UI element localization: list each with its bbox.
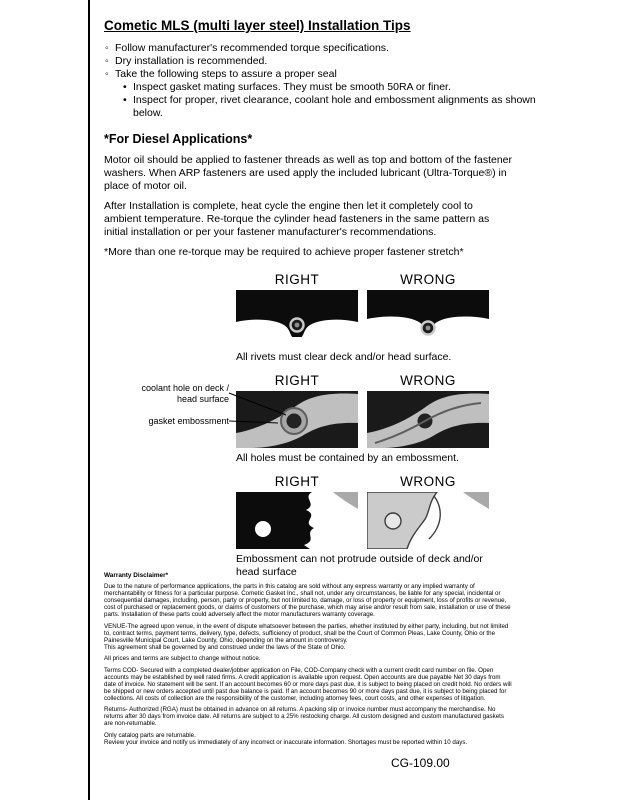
tip-item: ◦ Dry installation is recommended.	[104, 55, 548, 68]
diesel-paragraph: After Installation is complete, heat cycle the engine then let it completely cool to ambient temperature. Re-torque the cylinder head fasteners in the same pattern as initial installation or per your fastener manufacturer's recommendations.	[104, 200, 490, 238]
diagram-caption: Embossment can not protrude outside of deck and/or head surface	[236, 553, 483, 578]
legal-section	[104, 572, 514, 750]
tip-item: ◦ Follow manufacturer's recommended torque specifications.	[104, 42, 548, 55]
warranty-disclaimer-heading: Warranty Disclaimer*	[104, 572, 169, 579]
wrong-label: WRONG	[400, 272, 456, 287]
right-label: RIGHT	[274, 474, 320, 489]
legal-paragraph: Terms COD- Secured with a completed dealer/jobber application on File, COD-Company check with a current credit card number on file. Open accounts may be established by well rated firms. A credit application is available upon request. Open accounts are due payable Net 30 days from date of invoice. No statement will be sent. If an account becomes 60 or more days past due, it is subject to being placed on credit hold. No orders will be shipped or new orders accepted until past due balance is paid. If an account becomes 90 or more days past due, it is subject to being placed for collections. All costs of collection are the responsibility of the customer, including attorney fees, court costs, and other expenses of litigation.	[104, 666, 512, 702]
diagram-labels	[236, 474, 489, 490]
diagram-row-embossment	[236, 474, 496, 579]
right-label: RIGHT	[274, 272, 320, 287]
legal-paragraph: Review your invoice and notify us immediately of any incorrect or inaccurate information. Shortages must be reported within 10 days.	[104, 738, 468, 746]
page-content	[104, 18, 548, 588]
retorque-note: *More than one re-torque may be required to achieve proper fastener stretch*	[104, 246, 464, 258]
diagram-row-holes	[141, 373, 496, 465]
diagram-panels	[236, 290, 489, 347]
tip-subitem: • Inspect for proper, rivet clearance, coolant hole and embossment alignments as shown below.	[123, 94, 548, 120]
embossment-right-diagram	[236, 492, 358, 549]
tips-list	[104, 42, 548, 120]
diagram-caption: All rivets must clear deck and/or head surface.	[236, 351, 452, 363]
diagram-section	[141, 272, 496, 579]
tip-item: ◦ Take the following steps to assure a proper seal	[104, 68, 548, 81]
legal-paragraph: This agreement shall be governed by and construed under the laws of the State of Ohio.	[104, 643, 346, 651]
page-left-border	[88, 0, 90, 800]
legal-paragraph: Due to the nature of performance applications, the parts in this catalog are sold without any express warranty or any implied warranty of merchantability or fitness for a particular purpose. Cometic Gasket Inc., shall not, under any circumstances, be liable for any special, incidental or consequential damages, including, person, party or property, but not limited to, damage, or loss of property or equipment, loss of profits or revenue, cost of purchased or replacement goods, or claims of customers of the purchase, which may arise and/or result from sale, installation or use of these parts. Installation of these parts could adversely affect the motor manufacturers warranty coverage.	[104, 583, 511, 618]
legal-paragraph: All prices and terms are subject to change without notice.	[104, 655, 261, 662]
coolant-hole-wrong-diagram	[367, 391, 489, 448]
diagram-labels	[236, 272, 489, 288]
wrong-label: WRONG	[400, 373, 456, 388]
coolant-hole-right-diagram	[236, 391, 358, 448]
page-code: CG-109.00	[391, 756, 450, 770]
legal-paragraph: VENUE-The agreed upon venue, in the event of dispute whatsoever between the parties, whether instituted by either party, including, but not limited to, contract terms, payment terms, delivery, type, defects, sufficiency of product, shall be the Court of Common Pleas, Lake County, Ohio or the Painesville Municipal Court, Lake County, Ohio, depending on the amount in controversy.	[104, 622, 509, 644]
diagram-row-rivets	[236, 272, 496, 364]
legal-paragraph: Returns- Authorized (RGA) must be obtained in advance on all returns. A packing slip or invoice number must accompany the merchandise. No returns after 30 days from invoice date. All returns are subject to a 25% restocking charge. All custom designed and custom manufactured gaskets are non-returnable.	[104, 706, 504, 727]
coolant-hole-callout: coolant hole on deck / head surface	[141, 383, 229, 404]
legal-paragraph: Only catalog parts are returnable.	[104, 731, 196, 739]
gasket-embossment-callout: gasket embossment	[148, 416, 229, 426]
diagram-panels	[141, 383, 489, 448]
rivet-clearance-right-diagram	[236, 290, 358, 347]
tip-subitem: • Inspect gasket mating surfaces. They must be smooth 50RA or finer.	[123, 81, 548, 94]
diesel-section-heading: *For Diesel Applications*	[104, 132, 253, 146]
page-title: Cometic MLS (multi layer steel) Installation Tips	[104, 18, 411, 33]
embossment-wrong-diagram	[367, 492, 489, 549]
right-label: RIGHT	[274, 373, 320, 388]
diagram-labels	[236, 373, 489, 389]
wrong-label: WRONG	[400, 474, 456, 489]
diesel-paragraph: Motor oil should be applied to fastener threads as well as top and bottom of the fastener washers. When ARP fasteners are used apply the included lubricant (Ultra-Torque®) in place of motor oil.	[104, 154, 512, 192]
rivet-clearance-wrong-diagram	[367, 290, 489, 347]
diagram-caption: All holes must be contained by an embossment.	[236, 452, 459, 464]
diagram-panels	[236, 492, 489, 549]
